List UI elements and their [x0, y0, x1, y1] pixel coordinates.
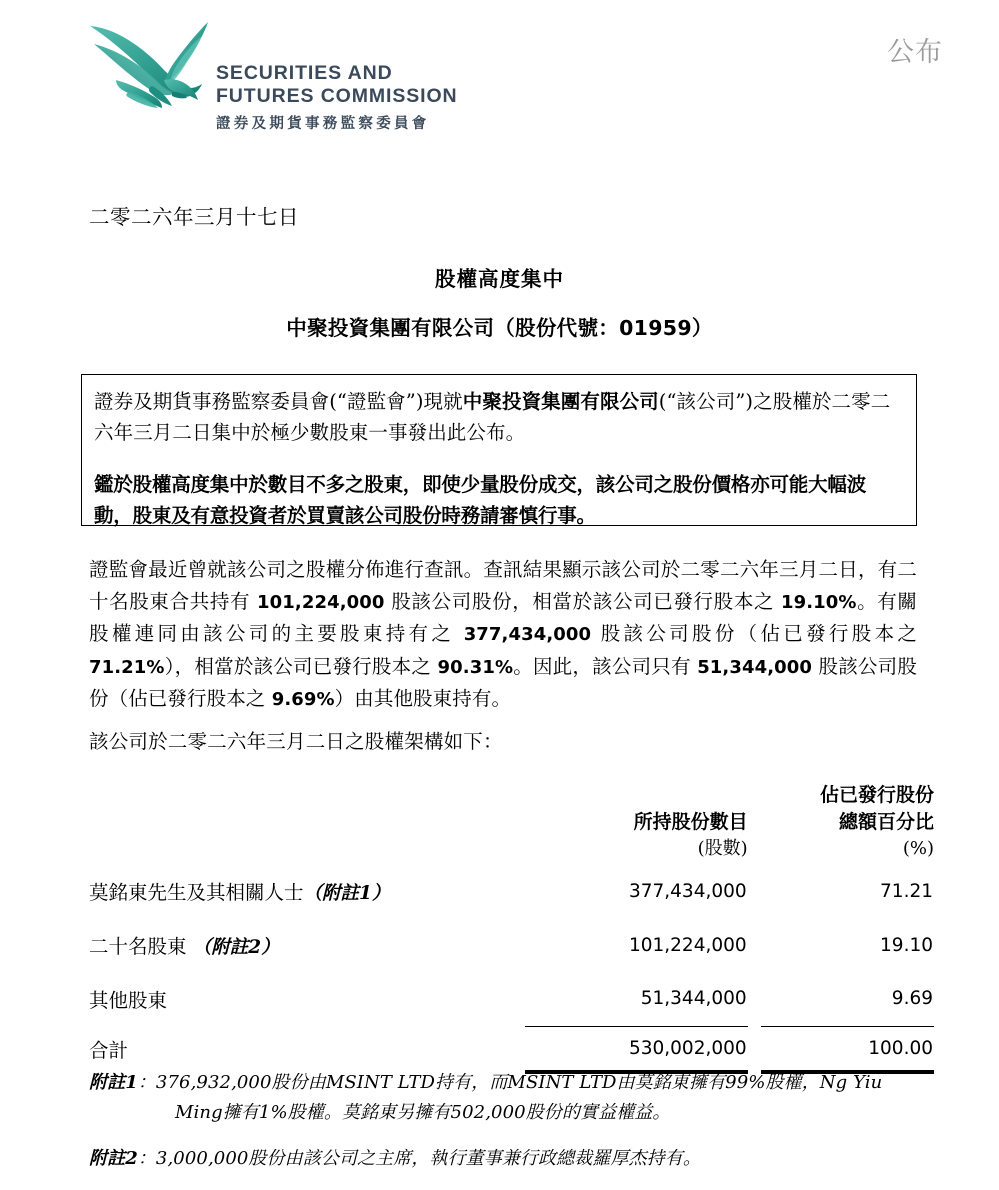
total-shares: 530,002,000: [525, 1026, 748, 1072]
para-s3: 。有關股權連同由該公司的主要股東持有之: [89, 589, 917, 645]
total-percent: 100.00: [761, 1026, 934, 1072]
para-s6: 。因此，該公司只有: [513, 654, 698, 678]
column-header-label: [89, 782, 525, 864]
shares-header-sub: (股數): [697, 838, 748, 859]
notice-box: [81, 374, 917, 526]
para-n7: 9.69%: [271, 689, 335, 710]
para-s4: 股該公司股份（佔已發行股本之: [591, 622, 917, 645]
row-shares: 101,224,000: [628, 934, 747, 956]
row-label-note: （附註1）: [303, 883, 391, 904]
row-percent: 9.69: [891, 988, 933, 1010]
row-label: [89, 864, 525, 918]
column-header-shares: [525, 782, 748, 864]
column-header-percent: [761, 782, 934, 864]
page-title: 股權高度集中: [435, 267, 564, 291]
logo-wordmark: [216, 62, 458, 133]
row-pad: [748, 972, 761, 1026]
notice-p1-pre: 證券及期貨事務監察委員會(“證監會”)現就: [94, 390, 463, 413]
table-intro-text: 該公司於二零二六年三月二日之股權架構如下：: [89, 730, 503, 753]
row-label-note: （附註2）: [192, 937, 280, 958]
row-label: [89, 918, 525, 972]
sfc-logo: [86, 14, 458, 133]
table-header-row: [89, 782, 934, 864]
row-label-main: 其他股東: [89, 989, 168, 1012]
notice-paragraph-2: 鑑於股權高度集中於數目不多之股東，即使少量股份成交，該公司之股份價格亦可能大幅波動，股東及有意投資者於買賣該公司股份時務請審慎行事。: [94, 473, 867, 527]
company-subtitle: 中聚投資集團有限公司（股份代號：01959）: [286, 316, 713, 340]
row-pad: [748, 864, 761, 918]
para-n3: 377,434,000: [463, 624, 592, 645]
column-pad: [748, 782, 761, 864]
footnote-2-text: ：3,000,000股份由該公司之主席，執行董事兼行政總裁羅厚杰持有。: [137, 1148, 701, 1169]
row-label-main: 二十名股東: [89, 935, 193, 958]
logo-chinese-name: 證券及期貨事務監察委員會: [216, 116, 430, 132]
logo-line-1: SECURITIES AND: [216, 62, 393, 84]
para-n6: 51,344,000: [697, 656, 813, 678]
document-date: 二零二六年三月十七日: [89, 205, 299, 229]
footnote-2-marker: 附註2: [89, 1148, 138, 1169]
footnote-1: [89, 1068, 934, 1128]
table-row: [89, 864, 934, 918]
total-label: 合計: [89, 1039, 129, 1062]
logo-line-2: FUTURES COMMISSION: [216, 85, 458, 107]
table-row: [89, 918, 934, 972]
para-s7: 股該公司股份（佔已發行股本之: [89, 654, 917, 710]
percent-header-line1: 佔已發行股份: [819, 784, 934, 806]
row-pad: [748, 918, 761, 972]
percent-header-sub: (%): [902, 838, 934, 859]
footnote-1-marker: 附註1: [89, 1072, 138, 1093]
footnote-1-text: ：376,932,000股份由MSINT LTD持有，而MSINT LTD由莫銘東擁有99%股權，Ng Yiu Ming擁有1%股權。莫銘東另擁有502,000股份的實益權益。: [137, 1072, 883, 1123]
footnote-2: [89, 1144, 934, 1174]
total-pad: [748, 1026, 761, 1072]
page-header: [0, 0, 999, 150]
table-row: [89, 972, 934, 1026]
shares-header-text: 所持股份數目: [633, 811, 748, 833]
row-shares: 51,344,000: [640, 988, 747, 1010]
row-percent: 19.10: [880, 934, 933, 956]
main-paragraph: [89, 554, 917, 716]
row-percent: 71.21: [880, 880, 933, 902]
shareholding-table: [89, 782, 934, 1074]
notice-p1-post: (“該公司”)之股權於二零二六年三月二日集中於極少數股東一事發出此公布。: [94, 390, 891, 444]
announcement-label: 公布: [887, 37, 943, 68]
para-n5: 90.31%: [437, 656, 514, 678]
notice-p1-company: 中聚投資集團有限公司: [462, 390, 659, 413]
para-s2: 股該公司股份，相當於該公司已發行股本之: [384, 589, 781, 613]
table-total-row: [89, 1026, 934, 1072]
para-n2: 19.10%: [780, 591, 857, 613]
row-label-main: 莫銘東先生及其相關人士: [89, 881, 304, 904]
para-s1: 證監會最近曾就該公司之股權分佈進行查訊。查訊結果顯示該公司於二零二六年三月二日，有二十名股東合共持有: [89, 558, 917, 613]
notice-paragraph-1: [94, 386, 904, 448]
para-s5: ），相當於該公司已發行股本之: [164, 654, 438, 678]
percent-header-line2: 總額百分比: [838, 811, 934, 833]
row-label: [89, 972, 525, 1026]
row-shares: 377,434,000: [628, 880, 747, 902]
para-s8: ）由其他股東持有。: [334, 687, 512, 710]
eagle-logo-icon: [86, 14, 210, 126]
footnotes-section: [89, 1068, 934, 1190]
para-n1: 101,224,000: [257, 591, 385, 613]
para-n4: 71.21%: [89, 656, 165, 678]
